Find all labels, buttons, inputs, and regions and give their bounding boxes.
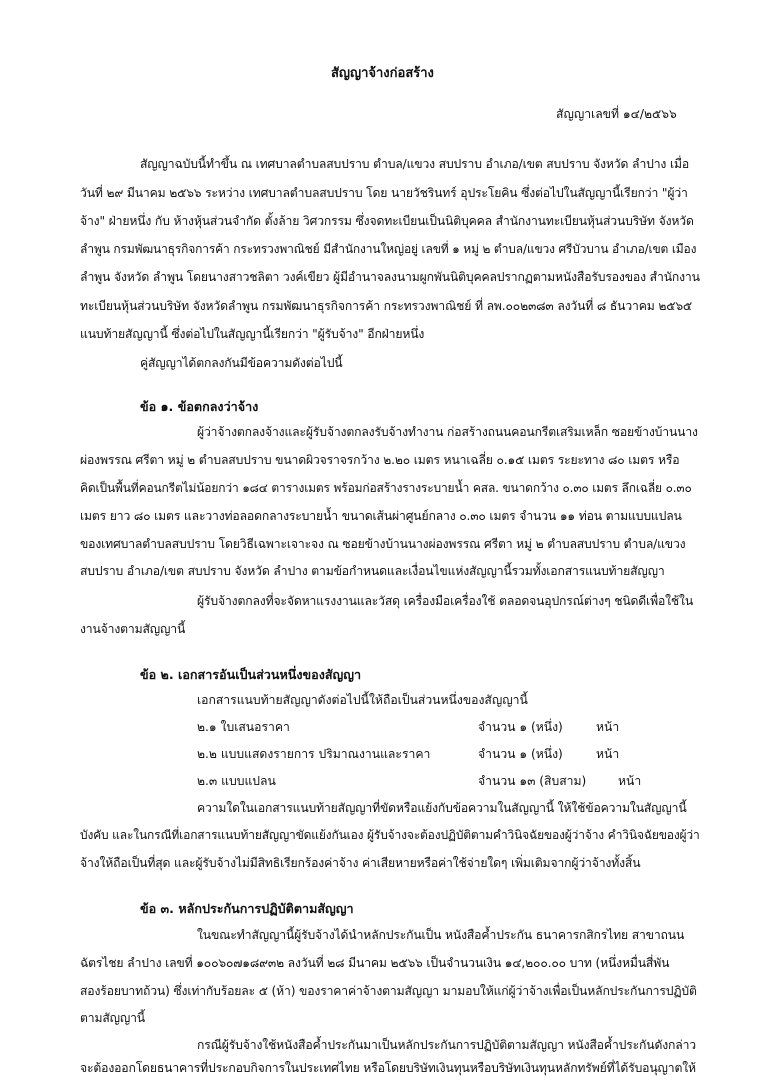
contract-number: สัญญาเลขที่ ๑๔/๒๕๖๖ [556,107,677,121]
section-1-heading: ข้อ ๑. ข้อตกลงว่าจ้าง [140,399,259,414]
section-1-line: คิดเป็นพื้นที่คอนกรีตไม่น้อยกว่า ๑๘๔ ตารางเมตร พร้อมก่อสร้างรางระบายน้ำ คสล. ขนาดกว้าง ๐.๓๐ เมตร ลึกเฉลี่ย ๐.๓๐ [80,481,692,495]
section-1-line: ผู้ว่าจ้างตกลงจ้างและผู้รับจ้างตกลงรับจ้างทำงาน ก่อสร้างถนนคอนกรีตเสริมเหล็ก ซอยข้างบ้านนาง [197,425,698,439]
preamble-line: สัญญาฉบับนี้ทำขึ้น ณ เทศบาลตำบลสบปราบ ตำบล/แขวง สบปราบ อำเภอ/เขต สบปราบ จังหวัด ลำปาง เมื่อ [140,157,690,171]
section-2-intro: เอกสารแนบท้ายสัญญาดังต่อไปนี้ให้ถือเป็นส่วนหนึ่งของสัญญานี้ [197,693,528,707]
section-2-line: ความใดในเอกสารแนบท้ายสัญญาที่ขัดหรือแย้งกับข้อความในสัญญานี้ ให้ใช้ข้อความในสัญญานี้ [197,801,687,815]
section-3-line: ในขณะทำสัญญานี้ผู้รับจ้างได้นำหลักประกันเป็น หนังสือค้ำประกัน ธนาคารกสิกรไทย สาขาถนน [197,928,685,942]
preamble-line: ลำพูน จังหวัด ลำพูน โดยนางสาวชลิตา วงค์เขียว ผู้มีอำนาจลงนามผูกพันนิติบุคคลปรากฏตามหนังสือรับรองของ สำนักงาน [80,270,700,284]
document-title: สัญญาจ้างก่อสร้าง [331,66,434,81]
document-item-unit: หน้า [618,774,642,788]
section-1-line: สบปราบ อำเภอ/เขต สบปราบ จังหวัด ลำปาง ตามข้อกำหนดและเงื่อนไขแห่งสัญญานี้รวมทั้งเอกสารแนบท้ายสัญญา [80,564,665,578]
preamble-line: จ้าง" ฝ่ายหนึ่ง กับ ห้างหุ้นส่วนจำกัด ตั้งล้าย วิศวกรรม ซึ่งจดทะเบียนเป็นนิติบุคคล สำนักงานทะเบียนหุ้นส่วนบริษัท จังหวัด [80,214,694,228]
section-2-heading: ข้อ ๒. เอกสารอันเป็นส่วนหนึ่งของสัญญา [140,667,362,682]
document-item-count: จำนวน ๑ (หนึ่ง) [478,747,563,761]
section-1-line: ของเทศบาลตำบลสบปราบ โดยวิธีเฉพาะเจาะจง ณ ซอยข้างบ้านนางผ่องพรรณ ศรีตา หมู่ ๒ ตำบลสบปราบ ตำบล/แขวง [80,537,686,551]
section-1-line: ผ่องพรรณ ศรีตา หมู่ ๒ ตำบลสบปราบ ขนาดผิวจราจรกว้าง ๒.๒๐ เมตร หนาเฉลี่ย ๐.๑๕ เมตร ระยะทาง ๘๐ เมตร หรือ [80,453,680,467]
section-3-heading: ข้อ ๓. หลักประกันการปฏิบัติตามสัญญา [140,901,354,916]
section-1-line: งานจ้างตามสัญญานี้ [80,622,186,636]
document-item-count: จำนวน ๑๓ (สิบสาม) [478,774,587,788]
document-item-unit: หน้า [596,747,620,761]
document-item-label: ๒.๒ แบบแสดงรายการ ปริมาณงานและราคา [197,747,431,761]
document-item-label: ๒.๓ แบบแปลน [197,774,276,788]
document-item-unit: หน้า [596,720,620,734]
document-item-count: จำนวน ๑ (หนึ่ง) [478,720,563,734]
section-3-line: สองร้อยบาทถ้วน) ซึ่งเท่ากับร้อยละ ๕ (ห้า) ของราคาค่าจ้างตามสัญญา มามอบให้แก่ผู้ว่าจ้างเพื่อเป็นหลักประกันการปฏิบัติ [80,984,697,998]
section-3-line: กรณีผู้รับจ้างใช้หนังสือค้ำประกันมาเป็นหลักประกันการปฏิบัติตามสัญญา หนังสือค้ำประกันดังกล่าว [197,1038,696,1052]
document-item-label: ๒.๑ ใบเสนอราคา [197,720,290,734]
section-3-line: จะต้องออกโดยธนาคารที่ประกอบกิจการในประเทศไทย หรือโดยบริษัทเงินทุนหรือบริษัทเงินทุนหลักทรัพย์ที่ได้รับอนุญาตให้ [80,1061,696,1075]
preamble-line: วันที่ ๒๙ มีนาคม ๒๕๖๖ ระหว่าง เทศบาลตำบลสบปราบ โดย นายวัชรินทร์ อุประโยคิน ซึ่งต่อไปในสัญญานี้เรียกว่า "ผู้ว่า [80,186,688,200]
section-1-line: ผู้รับจ้างตกลงที่จะจัดหาแรงงานและวัสดุ เครื่องมือเครื่องใช้ ตลอดจนอุปกรณ์ต่างๆ ชนิดดีเพื่อใช้ใน [197,594,694,608]
section-3-line: ตามสัญญานี้ [80,1011,145,1025]
section-1-line: เมตร ยาว ๘๐ เมตร และวางท่อลอดกลางระบายน้ำ ขนาดเส้นผ่าศูนย์กลาง ๐.๓๐ เมตร จำนวน ๑๑ ท่อน ตามแบบแปลน [80,509,682,523]
section-3-line: ฉัตรไชย ลำปาง เลขที่ ๑๐๐๖๐๗๑๘๙๓๒ ลงวันที่ ๒๘ มีนาคม ๒๕๖๖ เป็นจำนวนเงิน ๑๔,๒๐๐.๐๐ บาท (หนึ่งหมื่นสี่พัน [80,956,670,970]
preamble-line: ทะเบียนหุ้นส่วนบริษัท จังหวัดลำพูน กรมพัฒนาธุรกิจการค้า กระทรวงพาณิชย์ ที่ ลพ.๐๐๒๓๘๓ ลงวันที่ ๘ ธันวาคม ๒๕๖๕ [80,299,692,313]
preamble-line: แนบท้ายสัญญานี้ ซึ่งต่อไปในสัญญานี้เรียกว่า "ผู้รับจ้าง" อีกฝ่ายหนึ่ง [80,327,425,341]
preamble-line: ลำพูน กรมพัฒนาธุรกิจการค้า กระทรวงพาณิชย์ มีสำนักงานใหญ่อยู่ เลขที่ ๑ หมู่ ๒ ตำบล/แขวง ศรีบัวบาน อำเภอ/เขต เมือง [80,242,697,256]
section-2-line: จ้างให้ถือเป็นที่สุด และผู้รับจ้างไม่มีสิทธิเรียกร้องค่าจ้าง ค่าเสียหายหรือค่าใช้จ่ายใดๆ เพิ่มเติมจากผู้ว่าจ้างทั้งสิ้น [80,856,641,870]
preamble-line: คู่สัญญาได้ตกลงกันมีข้อความดังต่อไปนี้ [140,356,343,370]
section-2-line: บังคับ และในกรณีที่เอกสารแนบท้ายสัญญาขัดแย้งกันเอง ผู้รับจ้างจะต้องปฏิบัติตามคำวินิจฉัยของผู้ว่าจ้าง คำวินิจฉัยของผู้ว่า [80,828,700,842]
